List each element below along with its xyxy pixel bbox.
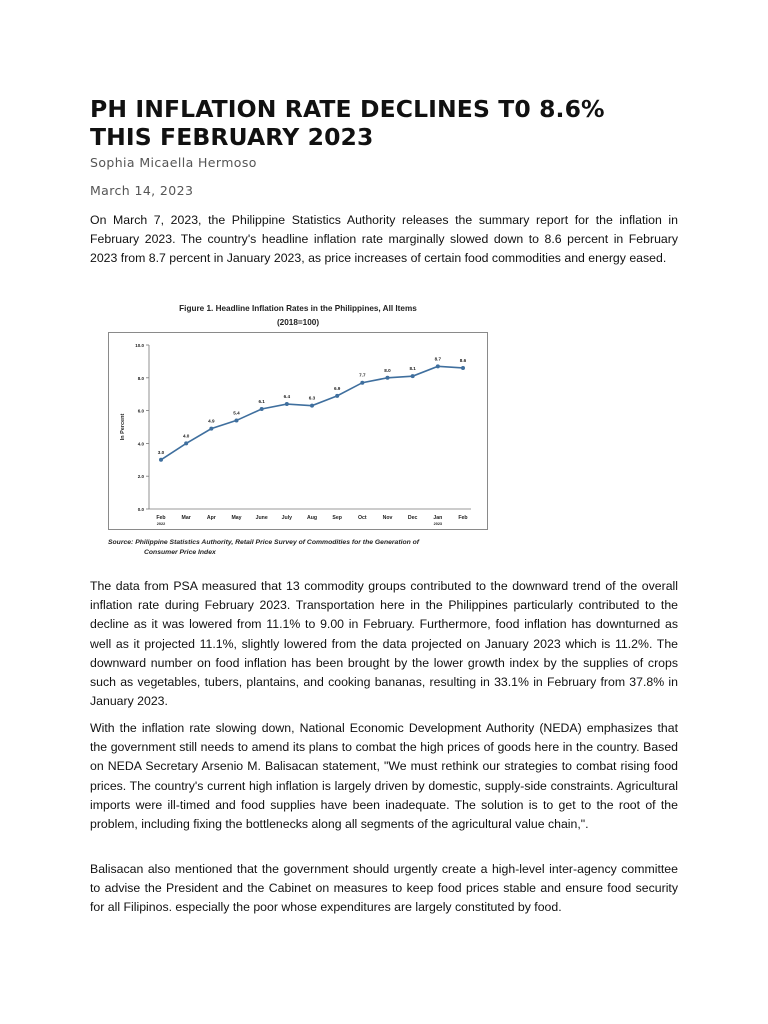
data-label: 6.1 — [258, 398, 265, 404]
data-point — [260, 407, 264, 411]
x-tick-label: June — [255, 515, 268, 521]
data-label: 8.7 — [434, 356, 442, 362]
data-label: 4.9 — [208, 418, 215, 424]
x-tick-label: Mar — [181, 515, 191, 521]
x-tick-label: Sep — [332, 515, 342, 521]
x-tick-label: July — [281, 515, 293, 521]
data-label: 8.0 — [384, 367, 391, 373]
data-label: 3.0 — [157, 449, 165, 455]
y-tick-label: 0.0 — [137, 507, 144, 512]
figure-source-line-2: Consumer Price Index — [144, 549, 216, 556]
data-point — [360, 381, 364, 385]
x-tick-label: Oct — [358, 515, 367, 521]
data-label: 7.7 — [359, 372, 366, 378]
paragraph-1: On March 7, 2023, the Philippine Statistics Authority releases the summary report for the inflation in February 2023. The country's headline inflation rate marginally slowed down to 8.6 percent in February 2023 from 8.7 percent in January 2023, as price increases of certain food commodities and energy eased. — [90, 213, 678, 266]
series-line — [161, 366, 463, 459]
x-tick-label: Apr — [206, 515, 216, 521]
x-tick-label: May — [231, 515, 242, 521]
paragraph-4: Balisacan also mentioned that the government should urgently create a high-level inter-agency committee to advise the President and the Cabinet on measures to keep food prices stable and ensure food security for all Filipinos. especially the poor whose expenditures are largely constituted by food. — [90, 862, 678, 915]
data-point — [285, 402, 289, 406]
data-point — [436, 364, 440, 368]
x-tick-label: Nov — [382, 515, 393, 521]
x-year-label: 2022 — [156, 522, 166, 526]
article-title-line-1: PH INFLATION RATE DECLINES T0 8.6% — [90, 95, 605, 123]
x-tick-label: Feb — [458, 515, 468, 521]
chart-frame — [108, 332, 488, 530]
data-point — [411, 374, 415, 378]
figure-title: Figure 1. Headline Inflation Rates in the Philippines, All Items — [179, 304, 417, 313]
data-label: 6.4 — [283, 394, 291, 400]
data-label: 5.4 — [233, 410, 240, 416]
article-title-line-2: THIS FEBRUARY 2023 — [90, 123, 374, 151]
y-tick-label: 10.0 — [135, 343, 144, 348]
y-tick-label: 8.0 — [137, 375, 144, 381]
x-tick-label: Feb — [156, 515, 166, 521]
data-point — [310, 404, 314, 408]
y-axis-label: In Percent — [120, 413, 126, 441]
data-point — [335, 394, 339, 398]
x-tick-label: Dec — [407, 515, 418, 521]
y-tick-label: 4.0 — [137, 441, 144, 447]
x-tick-label: Aug — [306, 515, 318, 521]
data-label: 6.9 — [333, 385, 341, 391]
article-date: March 14, 2023 — [90, 183, 194, 198]
data-label: 8.6 — [459, 357, 467, 363]
inflation-figure — [108, 302, 488, 564]
paragraph-3: With the inflation rate slowing down, National Economic Development Authority (NEDA) emphasizes that the government still needs to amend its plans to combat the high prices of goods here in the country. Based on NEDA Secretary Arsenio M. Balisacan statement, "We must rethink our strategies to combat rising food prices. The country's current high inflation is largely driven by domestic, supply-side constraints. Agricultural imports were ill-timed and food supplies have been inadequate. The solution is to get to the root of the problem, including fixing the bottlenecks along all segments of the agricultural value chain,". — [90, 721, 678, 832]
paragraph-2: The data from PSA measured that 13 commodity groups contributed to the downward trend of the overall inflation rate during February 2023. Transportation here in the Philippines particularly contributed to the decline as it was lowered from 11.1% to 9.00 in February. Furthermore, food inflation has downturned as well as it projected 11.1%, slightly lowered from the data projected on January 2023 which is 11.2%. The downward number on food inflation has been brought by the lower growth index by the supplies of crops such as vegetables, tubers, plantains, and cooking bananas, resulting in 33.1% in February from 37.8% in January 2023. — [90, 579, 678, 709]
article-title — [90, 95, 678, 151]
figure-source-line-1: Source: Philippine Statistics Authority, Retail Price Survey of Commodities for the Generation of — [108, 539, 420, 546]
data-label: 6.3 — [308, 395, 316, 401]
data-label: 4.0 — [182, 433, 190, 439]
data-label: 8.1 — [409, 366, 416, 372]
inflation-line-chart — [109, 333, 487, 529]
figure-source — [108, 538, 488, 558]
article-author: Sophia Micaella Hermoso — [90, 155, 257, 170]
x-tick-label: Jan — [433, 515, 443, 521]
data-point — [386, 376, 390, 380]
data-point — [235, 418, 239, 422]
x-year-label: 2023 — [433, 522, 443, 526]
data-point — [184, 441, 188, 445]
data-point — [159, 458, 163, 462]
y-tick-label: 6.0 — [137, 408, 144, 414]
figure-subtitle: (2018=100) — [276, 318, 320, 327]
y-tick-label: 2.0 — [137, 474, 144, 480]
data-point — [209, 427, 213, 431]
data-point — [461, 366, 465, 370]
